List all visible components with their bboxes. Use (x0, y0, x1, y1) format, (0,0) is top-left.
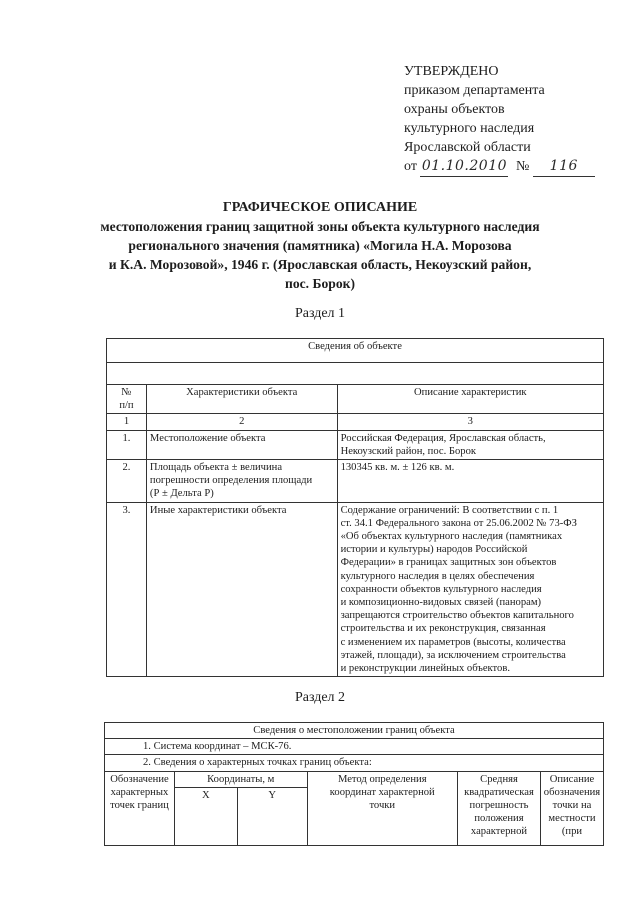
approval-date-line (404, 157, 595, 177)
header-num: № п/п (107, 385, 147, 414)
row-characteristic: Иные характеристики объекта (146, 502, 337, 677)
section1-heading: Раздел 1 (294, 306, 346, 321)
numbering-cell: 2 (146, 414, 337, 430)
row-characteristic: Местоположение объекта (146, 430, 337, 459)
header-y: Y (237, 787, 307, 845)
header-x: X (174, 787, 237, 845)
row-number: 3. (107, 502, 147, 677)
header-designation: Обозначение характерных точек границ (105, 771, 175, 845)
from-label: от (404, 159, 417, 174)
approval-line: культурного наследия (404, 121, 535, 136)
table-row (107, 460, 604, 503)
approval-number: 116 (533, 157, 595, 177)
section2-heading: Раздел 2 (294, 690, 346, 705)
header-description: Описание характеристик (337, 385, 603, 414)
approval-line: УТВЕРЖДЕНО (404, 64, 499, 79)
coordinate-system-row: 1. Система координат – МСК-76. (105, 739, 604, 755)
title-line: регионального значения (памятника) «Могила Н.А. Морозова (128, 238, 512, 253)
title-line: и К.А. Морозовой», 1946 г. (Ярославская область, Некоузский район, (108, 257, 532, 272)
number-label: № (515, 159, 530, 174)
table-row (107, 430, 604, 459)
header-error: Средняя квадратическая погрешность положения характерной (458, 771, 541, 845)
row-description: Содержание ограничений: В соответствии с п. 1 ст. 34.1 Федерального закона от 25.06.2002 № 73-ФЗ «Об объектах культурного наследия (памятниках истории и культуры) народов Российской Федерации» в границах защитных зон объектов культурного наследия в целях обеспечения сохранности объектов культурного наследия и композиционно-видовых связей (панорам) запрещаются строительство объектов капитального строительства и их реконструкция, связанная с изменением их параметров (высоты, количества этажей, площади), за исключением строительства и реконструкции линейных объектов. (337, 502, 603, 677)
document-title (80, 198, 560, 293)
header-method: Метод определения координат характерной точки (307, 771, 457, 845)
approval-line: приказом департамента (404, 83, 545, 98)
table-row (107, 502, 604, 677)
approval-line: охраны объектов (404, 102, 505, 117)
numbering-cell: 3 (337, 414, 603, 430)
object-info-table (106, 338, 604, 677)
table-title: Сведения об объекте (107, 339, 604, 363)
approval-block (404, 62, 595, 177)
approval-date: 01.10.2010 (420, 157, 508, 177)
header-characteristic: Характеристики объекта (146, 385, 337, 414)
numbering-cell: 1 (107, 414, 147, 430)
title-line: пос. Борок) (285, 276, 355, 291)
table-title: Сведения о местоположении границ объекта (105, 723, 604, 739)
title-line: местоположения границ защитной зоны объекта культурного наследия (100, 219, 540, 234)
approval-line: Ярославской области (404, 140, 531, 155)
title-main: ГРАФИЧЕСКОЕ ОПИСАНИЕ (222, 200, 418, 215)
header-point-description: Описание обозначения точки на местности (при (540, 771, 603, 845)
row-number: 2. (107, 460, 147, 503)
row-description: 130345 кв. м. ± 126 кв. м. (337, 460, 603, 503)
empty-row (107, 363, 604, 385)
row-number: 1. (107, 430, 147, 459)
boundary-points-table (104, 722, 604, 846)
row-description: Российская Федерация, Ярославская область, Некоузский район, пос. Борок (337, 430, 603, 459)
points-info-row: 2. Сведения о характерных точках границ объекта: (105, 755, 604, 771)
row-characteristic: Площадь объекта ± величина погрешности определения площади (Р ± Дельта Р) (146, 460, 337, 503)
header-coordinates: Координаты, м (174, 771, 307, 787)
